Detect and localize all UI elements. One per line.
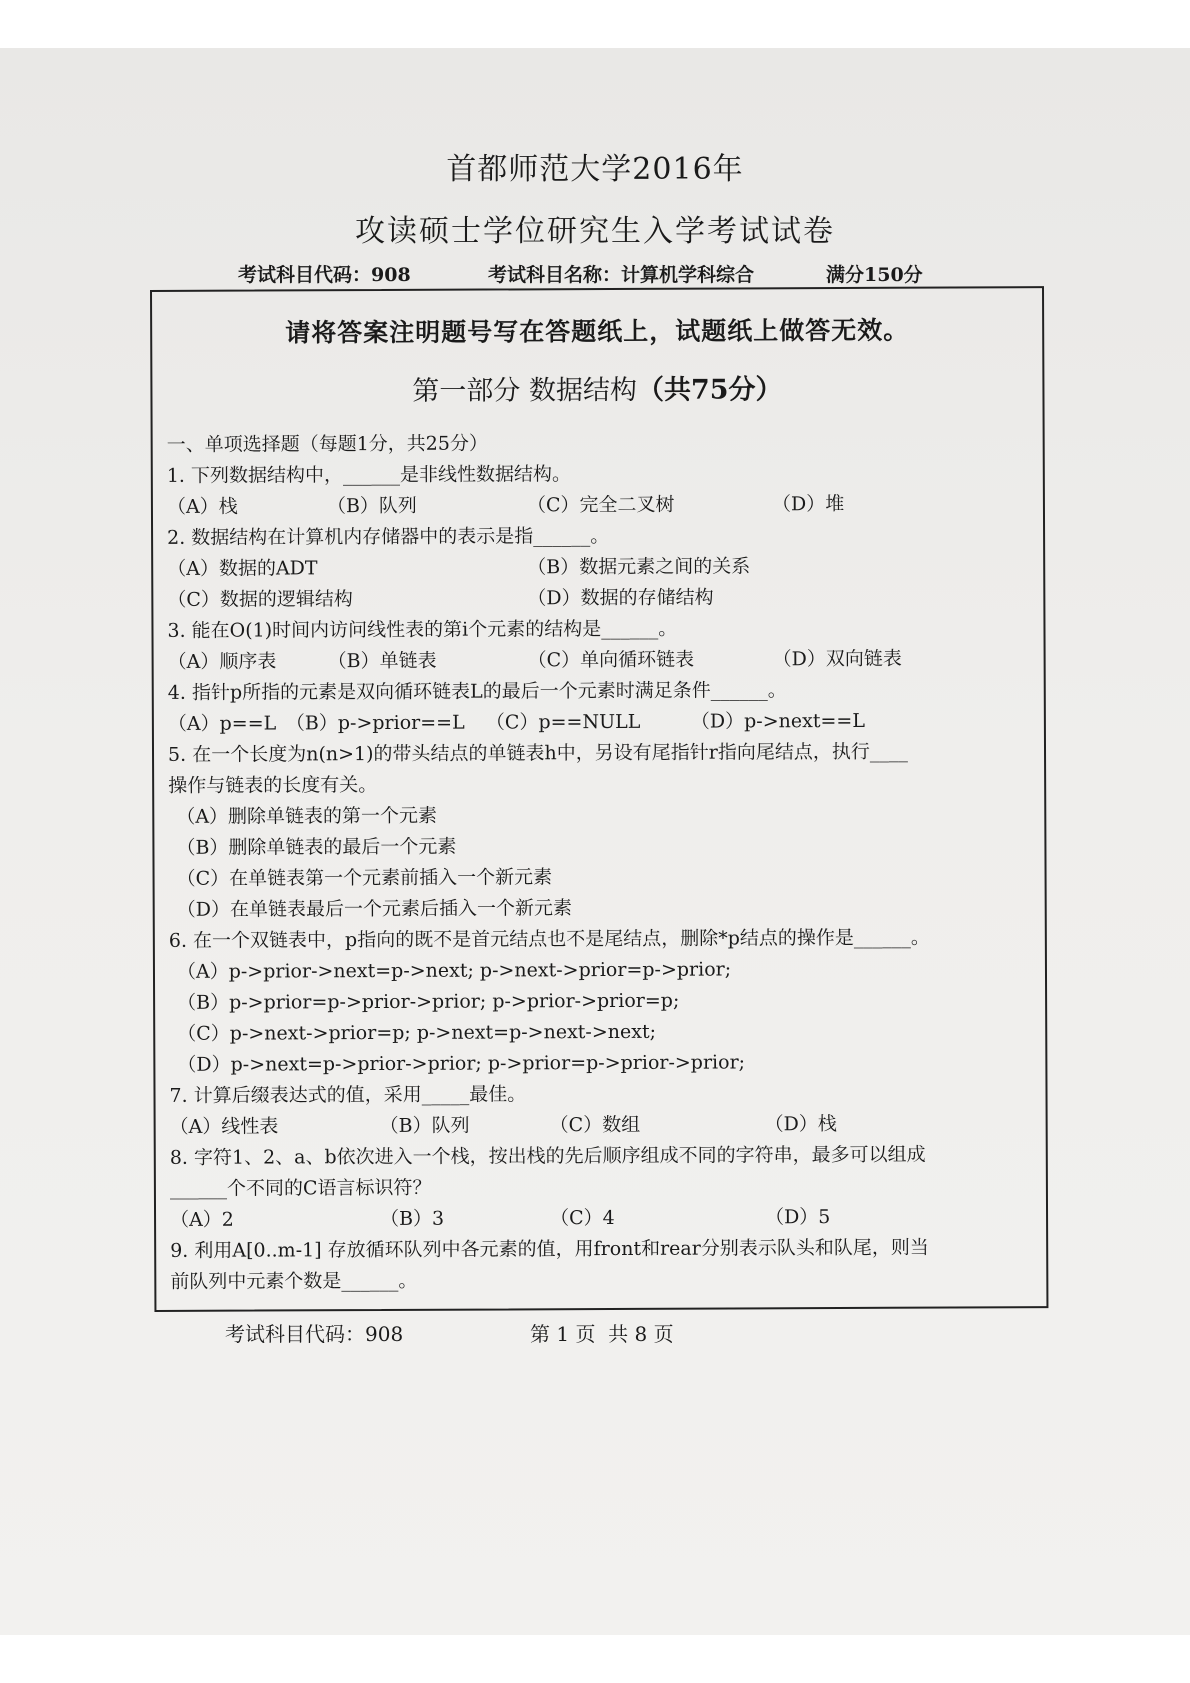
question-stem: 3. 能在O(1)时间内访问线性表的第i个元素的结构是______。 [167,617,678,642]
option-c: （C）完全二叉树 [526,493,675,517]
option-row [170,1108,1036,1143]
option-d: （D）数据的存储结构 [527,586,714,610]
footer-page-number: 第 1 页 共 8 页 [530,1322,674,1346]
question-stem: 5. 在一个长度为n(n>1)的带头结点的单链表h中，另设有尾指针r指向尾结点，执行____ [167,740,908,766]
question-stem-cont: 前队列中元素个数是______。 [170,1269,418,1293]
university-title: 首都师范大学2016年 [446,152,744,187]
option-b: （B）队列 [326,494,417,518]
part-title [152,366,1042,409]
footer-subject-code: 考试科目代码：908 [225,1322,404,1346]
option-d: （D）在单链表最后一个元素后插入一个新元素 [176,897,572,921]
option-row [167,550,1033,585]
option-d: （D）p->next==L [690,709,865,733]
option-row [167,488,1033,523]
option-row [170,1201,1036,1236]
exam-title: 攻读硕士学位研究生入学考试试卷 [355,214,835,249]
option-d: （D）双向链表 [772,647,902,671]
option-c: （C）4 [550,1206,615,1230]
option-d: （D）栈 [764,1113,837,1136]
option-row [168,643,1034,678]
option-d: （D）堆 [771,492,845,516]
option-row [168,705,1034,740]
answer-notice: 请将答案注明题号写在答题纸上，试题纸上做答无效。 [285,315,910,348]
option-c: （C）p->next->prior=p; p->next=p->next->next; [177,1020,657,1045]
option-c: （C）在单链表第一个元素前插入一个新元素 [176,866,553,890]
option-a: （A）线性表 [169,1115,279,1138]
option-a: （A）删除单链表的第一个元素 [176,804,438,828]
option-b: （B）删除单链表的最后一个元素 [176,835,457,859]
option-b: （B）p->prior=p->prior->prior; p->prior->prior=p; [177,989,680,1014]
option-d: （D）p->next=p->prior->prior; p->prior=p->prior->prior; [177,1051,746,1076]
option-c: （C）单向循环链表 [527,648,695,672]
question-stem: 9. 利用A[0..m-1] 存放循环队列中各元素的值，用front和rear分别表示队头和队尾，则当 [170,1236,929,1262]
question-stem: 2. 数据结构在计算机内存储器中的表示是指______。 [167,524,610,549]
option-a: （A）p==L [167,712,277,735]
question-stem: 6. 在一个双链表中，p指向的既不是首元结点也不是尾结点，删除*p结点的操作是______。 [168,926,930,952]
question-stem: 4. 指针p所指的元素是双向循环链表L的最后一个元素时满足条件______。 [167,679,787,704]
option-b: （B）3 [380,1207,445,1231]
part-name: 第一部分 数据结构 [412,374,638,407]
question-stem-cont: 操作与链表的长度有关。 [168,774,378,797]
exam-box [150,286,1048,1312]
question-list [167,426,1037,1298]
option-b: （B）队列 [379,1114,470,1138]
option-a: （A）2 [170,1208,234,1231]
option-b: （B）数据元素之间的关系 [527,555,751,579]
option-b: （B）单链表 [327,649,437,673]
question-stem-cont: ______个不同的C语言标识符？ [169,1176,432,1200]
option-d: （D）5 [765,1206,831,1229]
question-stem: 7. 计算后缀表达式的值，采用_____最佳。 [169,1083,527,1107]
question-stem: 8. 字符1、2、a、b依次进入一个栈，按出栈的先后顺序组成不同的字符串，最多可以组成 [169,1143,926,1169]
option-a: （A）顺序表 [167,650,277,673]
part-score: （共75分） [636,374,783,406]
full-score: 满分150分 [826,264,923,286]
section-heading: 一、单项选择题（每题1分，共25分） [166,432,489,456]
question-stem: 1. 下列数据结构中，______是非线性数据结构。 [166,463,572,487]
option-b: （B）p->prior==L [285,711,465,735]
option-c: （C）数据的逻辑结构 [167,588,353,611]
subject-code: 考试科目代码：908 [238,264,411,286]
subject-name: 考试科目名称：计算机学科综合 [488,264,755,286]
option-c: （C）p==NULL [485,710,641,734]
option-a: （A）数据的ADT [167,557,318,580]
option-row [167,581,1033,616]
option-c: （C）数组 [549,1113,641,1137]
option-a: （A）p->prior->next=p->next; p->next->prior=p->prior; [176,958,732,983]
option-a: （A）栈 [166,495,238,518]
